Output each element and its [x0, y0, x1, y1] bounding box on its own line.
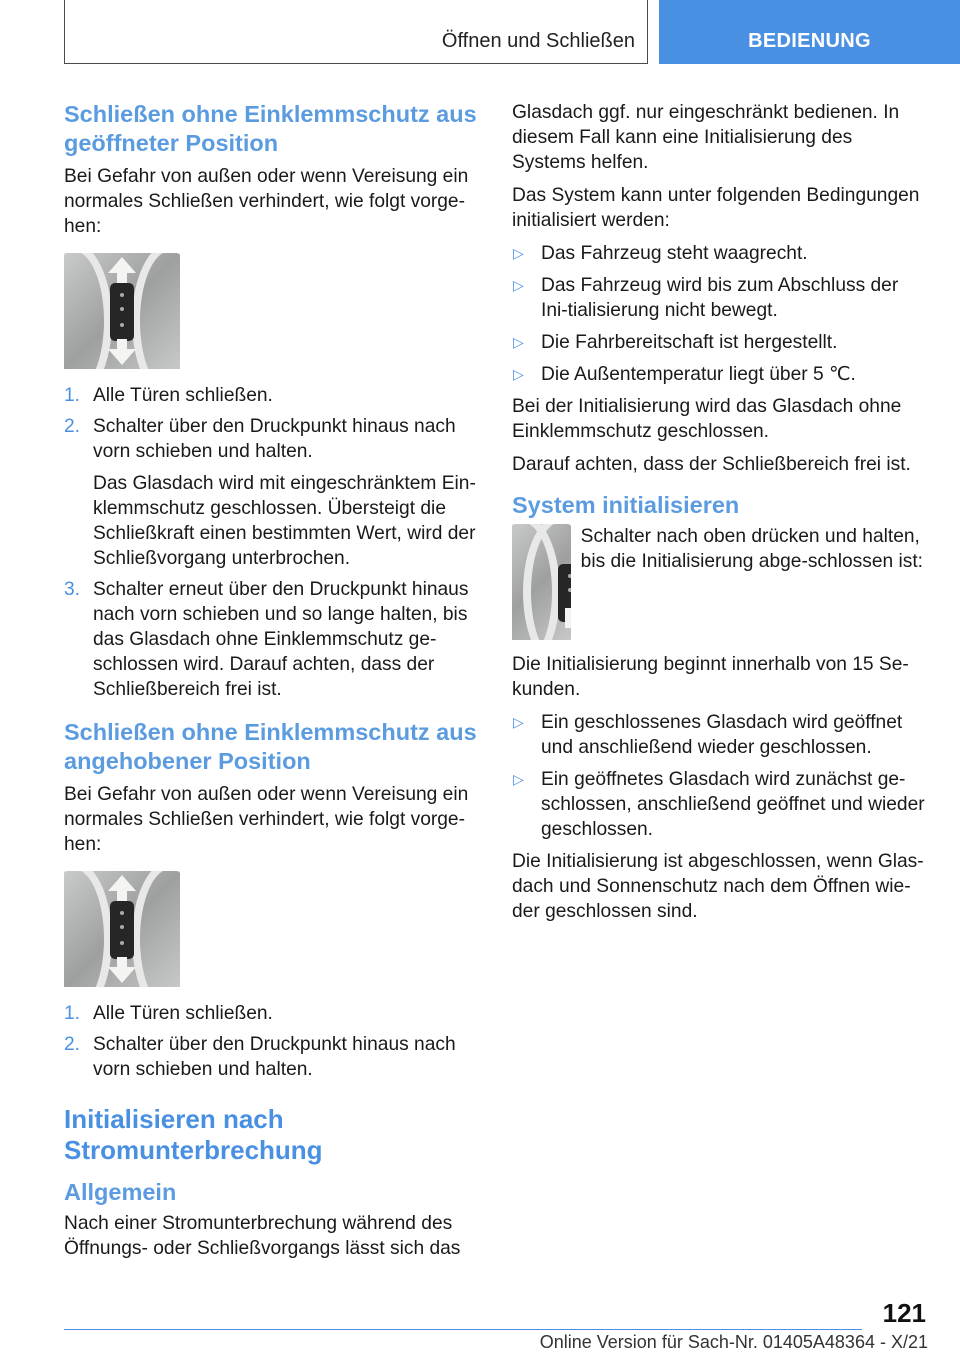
list-item: 2. Schalter über den Druckpunkt hinaus nach vorn schieben und halten. Das Glasdach wird mit eingeschränktem Ein-klemmschutz geschlossen. Übersteigt die Schließkraft einen bestimmten Wert, wird der Schließvorgang unterbrochen. — [64, 414, 484, 571]
init-instruction-text: Schalter nach oben drücken und halten, bis die Initialisierung abge-schlossen ist: — [580, 526, 924, 572]
triangle-bullet-icon: ▷ — [513, 245, 524, 261]
roof-switch-image-3 — [512, 524, 571, 640]
triangle-bullet-icon: ▷ — [513, 334, 524, 350]
paragraph-general: Nach einer Stromunterbrechung während des Öffnungs- oder Schließvorgangs lässt sich das — [64, 1213, 461, 1259]
roof-switch-image-1 — [64, 253, 180, 369]
footer-online-version: Online Version für Sach-Nr. 01405A48364 - X/21 — [539, 1332, 928, 1352]
paragraph-init-start: Die Initialisierung beginnt innerhalb von 15 Se-kunden. — [512, 654, 909, 700]
list-item: ▷ Ein geöffnetes Glasdach wird zunächst ge-schlossen, anschließend geöffnet und wieder geschlossen. — [513, 769, 925, 840]
step-note: Das Glasdach wird mit eingeschränktem Ein-klemmschutz geschlossen. Übersteigt die Schließkraft einen bestimmten Wert, wird der Schließvorgang unterbrochen. — [93, 473, 476, 569]
list-item: ▷ Das Fahrzeug wird bis zum Abschluss der Ini-tialisierung nicht bewegt. — [513, 275, 899, 321]
triangle-bullet-icon: ▷ — [513, 277, 524, 293]
heading-system-init: System initialisieren — [512, 492, 740, 518]
list-item: ▷ Die Fahrbereitschaft ist hergestellt. — [513, 332, 838, 353]
paragraph-init-complete: Die Initialisierung ist abgeschlossen, wenn Glas-dach und Sonnenschutz nach dem Öffnen wie-der geschlossen sind. — [512, 851, 924, 922]
init-instruction — [512, 524, 928, 640]
right-column — [512, 100, 928, 924]
chapter-tab-label: BEDIENUNG — [748, 30, 871, 52]
heading-close-open-position: Schließen ohne Einklemmschutz aus geöffneter Position — [64, 101, 477, 156]
init-bullets — [512, 710, 928, 842]
heading-close-raised-position: Schließen ohne Einklemmschutz aus angehobener Position — [64, 719, 477, 774]
roof-switch-image-2 — [64, 871, 180, 987]
chapter-tab[interactable] — [659, 0, 960, 64]
paragraph-intro-2: Bei Gefahr von außen oder wenn Vereisung ein normales Schließen verhindert, wie folgt vorge-hen: — [64, 784, 469, 855]
paragraph-conditions-intro: Das System kann unter folgenden Bedingungen initialisiert werden: — [512, 185, 920, 231]
conditions-list — [512, 241, 928, 387]
steps-list-1 — [64, 383, 484, 702]
list-item: 3. Schalter erneut über den Druckpunkt hinaus nach vorn schieben und so lange halten, bis das Glasdach ohne Einklemmschutz ge-schlossen wird. Darauf achten, dass der Schließbereich frei ist. — [64, 579, 469, 700]
page-number: 121 — [882, 1298, 926, 1328]
steps-list-2 — [64, 1001, 484, 1082]
triangle-bullet-icon: ▷ — [513, 771, 524, 787]
left-column — [64, 100, 484, 1261]
list-item: 2. Schalter über den Druckpunkt hinaus nach vorn schieben und halten. — [64, 1034, 456, 1080]
list-item: 1. Alle Türen schließen. — [64, 1003, 273, 1024]
list-item: ▷ Das Fahrzeug steht waagrecht. — [513, 243, 808, 264]
paragraph-intro-1: Bei Gefahr von außen oder wenn Vereisung ein normales Schließen verhindert, wie folgt vorge-hen: — [64, 166, 469, 237]
triangle-bullet-icon: ▷ — [513, 366, 524, 382]
list-item: ▷ Ein geschlossenes Glasdach wird geöffnet und anschließend wieder geschlossen. — [513, 712, 903, 758]
arrow-down-icon — [108, 349, 136, 365]
paragraph-init-closes: Bei der Initialisierung wird das Glasdach ohne Einklemmschutz geschlossen. — [512, 396, 902, 442]
list-item: 1. Alle Türen schließen. — [64, 385, 273, 406]
heading-init-after-power-loss: Initialisieren nach Stromunterbrechung — [64, 1104, 323, 1165]
roof-switch-icon — [110, 283, 134, 341]
roof-switch-icon — [110, 901, 134, 959]
arrow-up-icon — [108, 257, 136, 273]
arrow-up-icon — [108, 875, 136, 891]
paragraph-attention: Darauf achten, dass der Schließbereich frei ist. — [512, 454, 911, 475]
arrow-down-icon — [108, 967, 136, 983]
section-title: Öffnen und Schließen — [441, 30, 635, 52]
footer-divider — [64, 1329, 862, 1330]
header-section-box — [64, 0, 648, 64]
triangle-bullet-icon: ▷ — [513, 714, 524, 730]
list-item: ▷ Die Außentemperatur liegt über 5 ℃. — [513, 364, 856, 385]
paragraph-continued: Glasdach ggf. nur eingeschränkt bedienen. In diesem Fall kann eine Initialisierung des Systems helfen. — [512, 102, 900, 173]
heading-general: Allgemein — [64, 1179, 177, 1205]
